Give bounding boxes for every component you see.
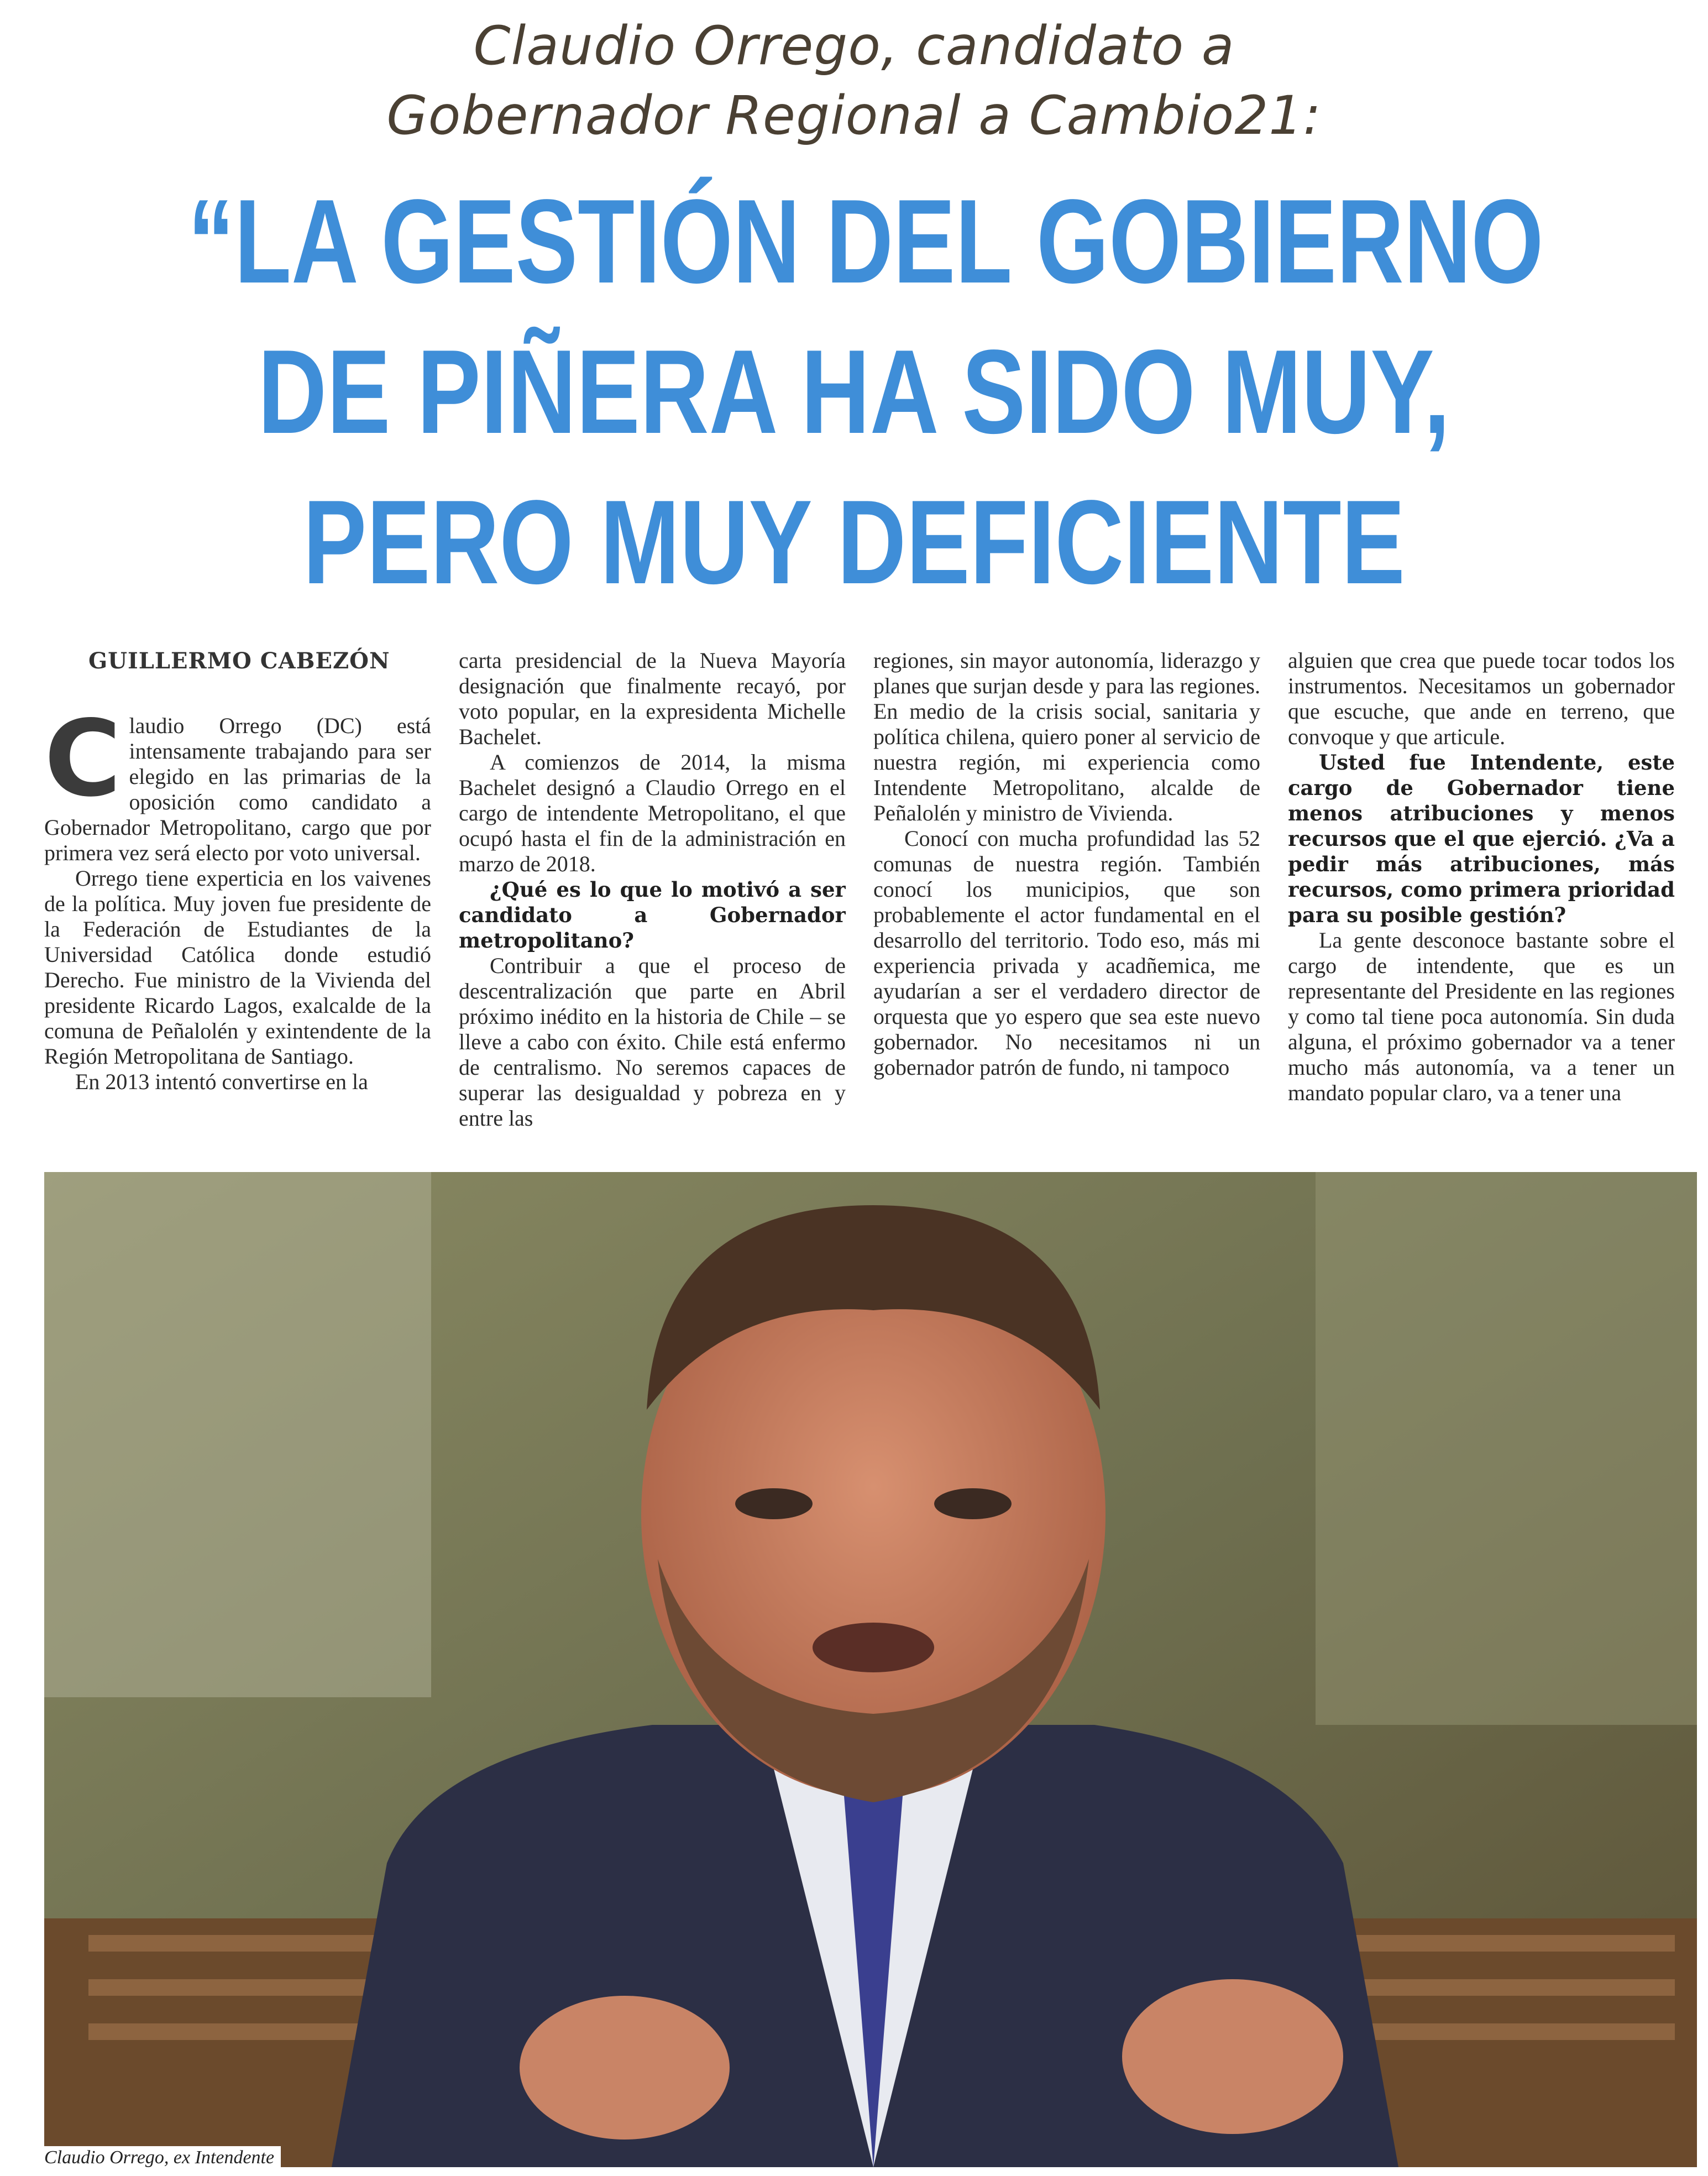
photo-caption: Claudio Orrego, ex Intendente [44,2146,281,2168]
col1-paragraph-2: Orrego tiene experticia en los vaivenes de la política. Muy joven fue presidente de la Federación de Estudiantes de la Universidad Católica donde estudió Derecho. Fue ministro de la Vivienda del presidente Ricardo Lagos, exalcalde de la comuna de Peñalolén y exintendente de la Región Metropolitana de Santiago. [44,866,431,1069]
portrait-illustration [44,1172,1697,2167]
article-photo [44,1172,1697,2167]
col4-question-1: Usted fue Intendente, este cargo de Gobernador tiene menos atribuciones y menos recursos que el que ejerció. ¿Va a pedir más atribuciones, más recursos, como primera prioridad para su posible gestión? [1288,750,1675,927]
col4-paragraph-1: alguien que crea que puede tocar todos los instrumentos. Necesitamos un gobernador que escuche, que ande en terreno, que convoque y que articule. [1288,648,1675,749]
kicker-line-1: Claudio Orrego, candidato a [473,15,1235,77]
col1-paragraph-3: En 2013 intentó convertirse en la [75,1069,368,1094]
kicker [0,11,1708,150]
headline-line-3: PERO MUY DEFICIENTE [303,475,1405,609]
article-column-2 [459,648,846,1134]
col1-paragraph-1 [44,713,431,866]
headline-line-1: “LA GESTIÓN DEL GOBIERNO [187,174,1544,308]
article-column-4 [1288,648,1675,1134]
kicker-line-2: Gobernador Regional a Cambio21: [386,85,1322,147]
col1-paragraph-1-text: laudio Orrego (DC) está intensamente trabajando para ser elegido en las primarias de la oposición como candidato a Gobernador Metropolitano, cargo que por primera vez será electo por voto universal. [44,713,431,865]
headline [0,166,1708,617]
col2-paragraph-2: A comienzos de 2014, la misma Bachelet designó a Claudio Orrego en el cargo de intendente Metropolitano, el que ocupó hasta el fin de la administración en marzo de 2018. [459,750,846,876]
col3-paragraph-2: Conocí con mucha profundidad las 52 comunas de nuestra región. También conocí los municipios, que son probablemente el actor fundamental en el desarrollo del territorio. Todo eso, más mi experiencia privada y acadñemica, me ayudarían a ser el verdadero director de orquesta que yo espero que sea este nuevo gobernador. No necesitamos ni un gobernador patrón de fundo, ni tampoco [873,826,1260,1080]
article-column-1 [44,713,431,1133]
col3-paragraph-1: regiones, sin mayor autonomía, liderazgo y planes que surjan desde y para las regiones. En medio de la crisis social, sanitaria y política chilena, quiero poner al servicio de nuestra región, mi experiencia como Intendente Metropolitano, alcalde de Peñalolén y ministro de Vivienda. [873,648,1260,825]
article-column-3 [873,648,1260,1134]
byline: GUILLERMO CABEZÓN [88,648,390,674]
headline-line-2: DE PIÑERA HA SIDO MUY, [258,325,1450,458]
col2-paragraph-1: carta presidencial de la Nueva Mayoría designación que finalmente recayó, por voto popular, en la expresidenta Michelle Bachelet. [459,648,846,749]
drop-cap: C [44,713,122,820]
col4-paragraph-2: La gente desconoce bastante sobre el cargo de intendente, que es un representante del Presidente en las regiones y como tal tiene poca autonomía. Sin duda alguna, el próximo gobernador va a tener mucho más autonomía, va a tener un mandato popular claro, va a tener una [1288,928,1675,1105]
col2-paragraph-3: Contribuir a que el proceso de descentralización que parte en Abril próximo inédito en la historia de Chile – se lleve a cabo con éxito. Chile está enfermo de centralismo. No seremos capaces de superar las desigualdad y pobreza en y entre las [459,953,846,1131]
col2-question-1: ¿Qué es lo que lo motivó a ser candidato a Gobernador metropolitano? [459,877,846,953]
